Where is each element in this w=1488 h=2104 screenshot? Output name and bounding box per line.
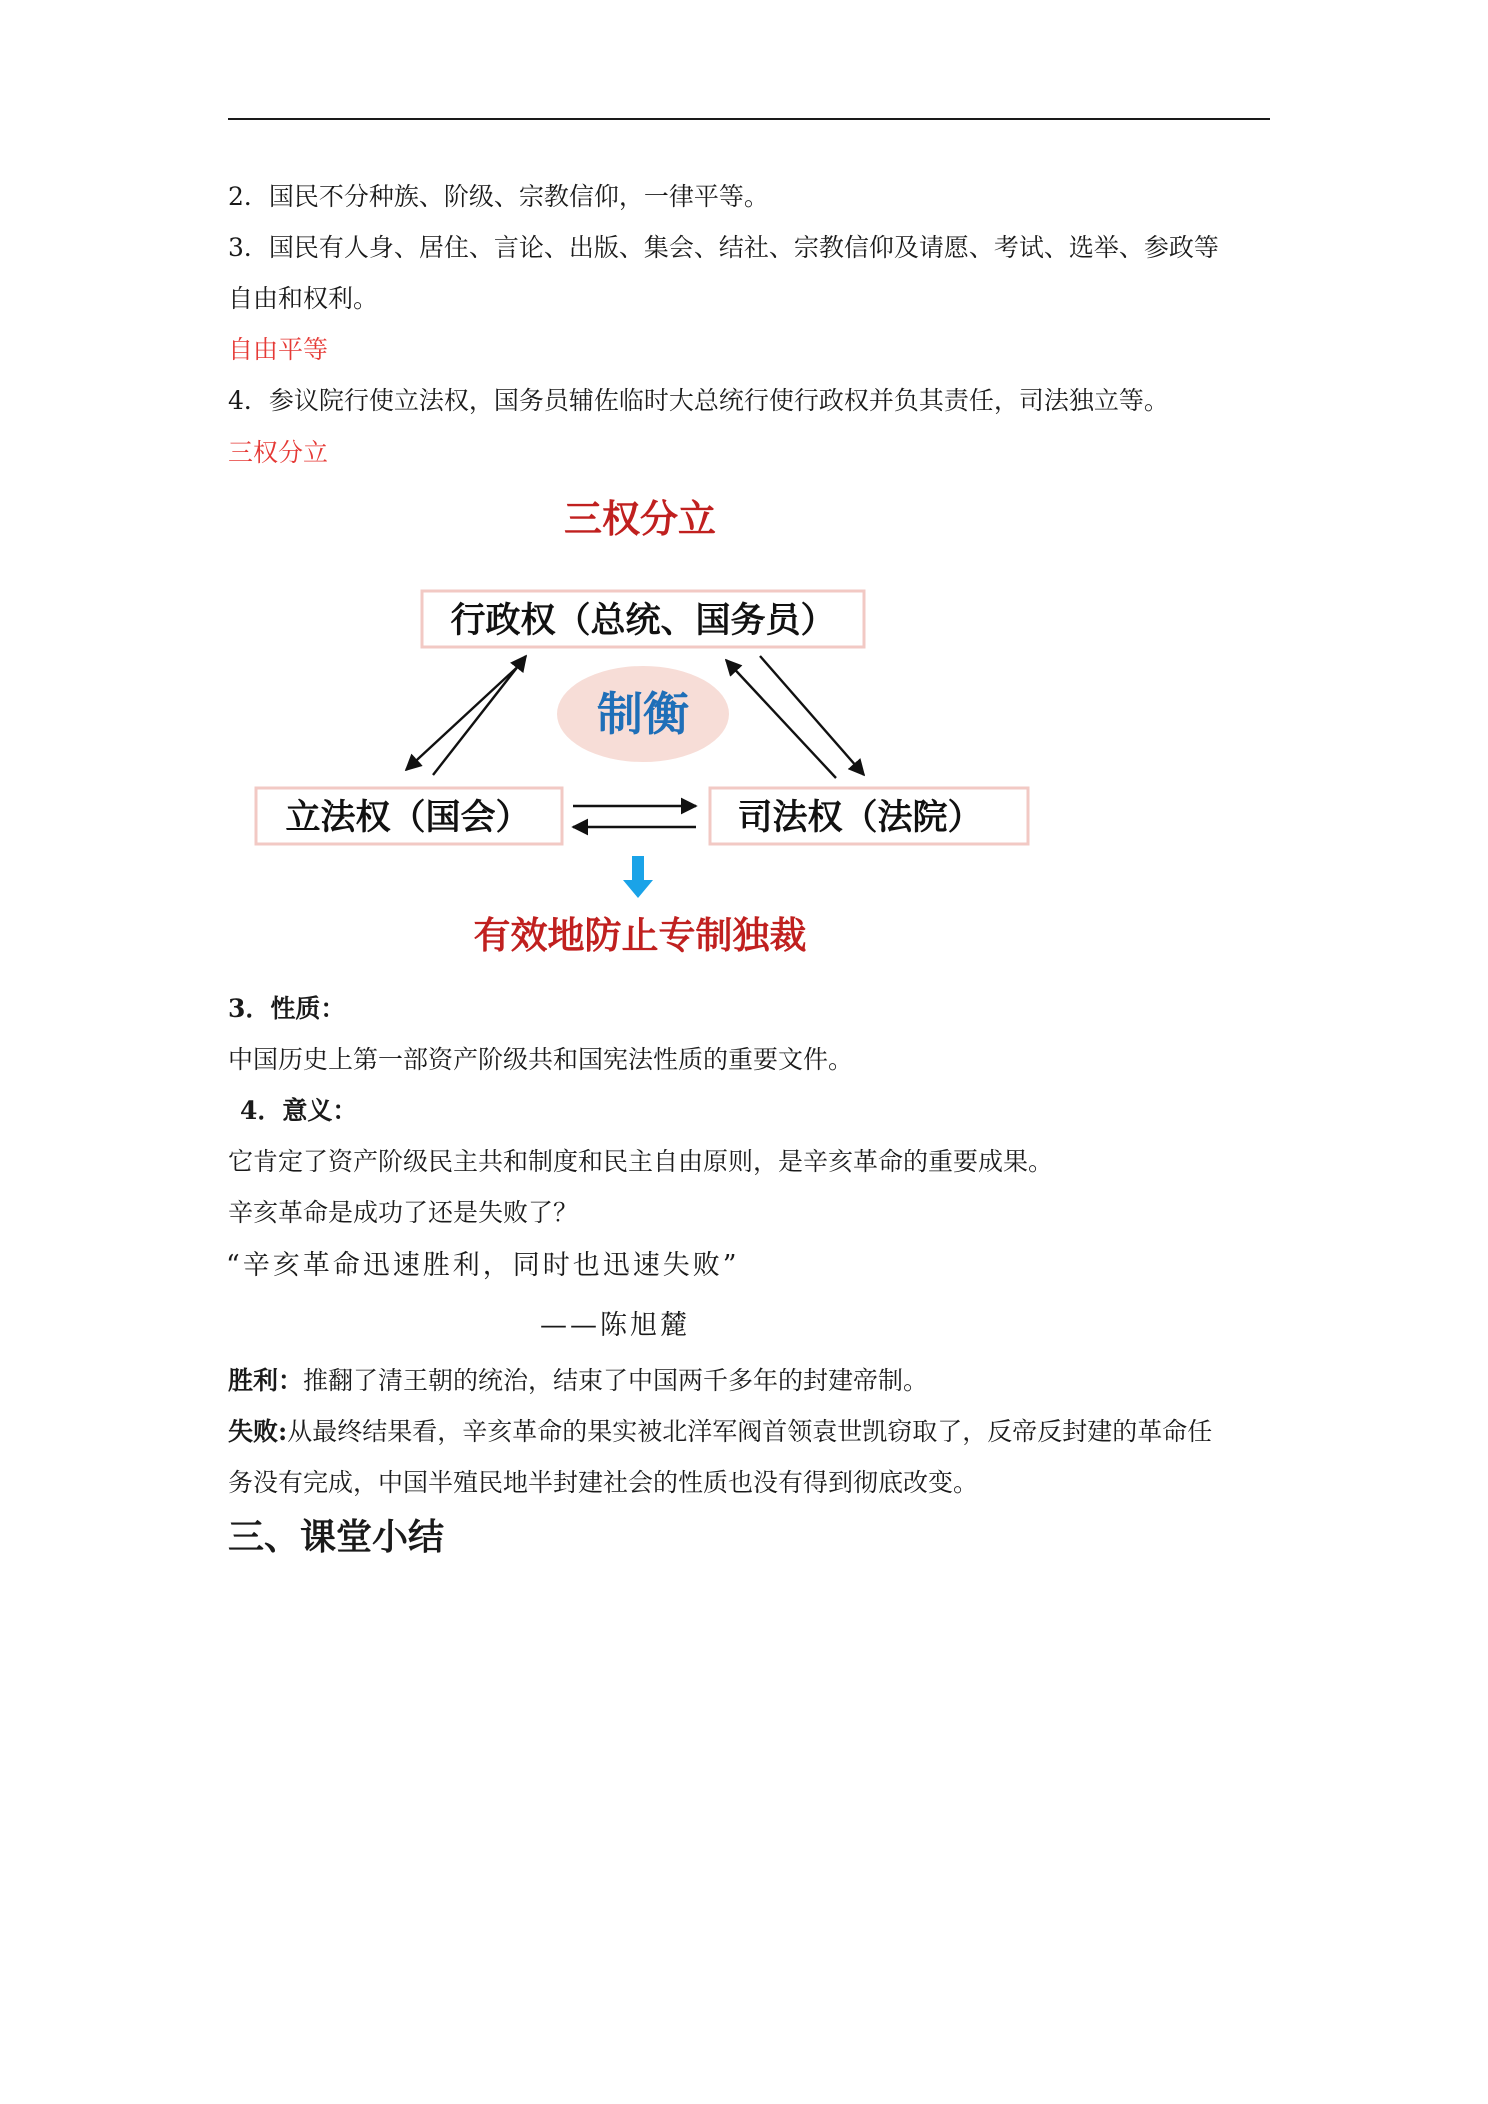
section-heading: 三、课堂小结 [228,1516,445,1558]
failure-paragraph-line-1 [228,1415,1278,1449]
balance-label: 制衡 [597,687,689,741]
legislative-label: 立法权（国会） [285,798,531,838]
item-4: 4．参议院行使立法权，国务员辅佐临时大总统行使行政权并负其责任，司法独立等。 [228,386,1169,415]
note-separation-of-powers: 三权分立 [228,438,329,467]
note-freedom-equality: 自由平等 [228,335,329,364]
executive-label: 行政权（总统、国务员） [450,601,836,641]
separation-of-powers-diagram [250,490,1040,970]
header-rule [228,118,1270,120]
nature-text: 中国历史上第一部资产阶级共和国宪法性质的重要文件。 [228,1045,854,1074]
arrow-leg-to-exec [433,656,526,775]
arrow-exec-to-leg [406,660,525,770]
arrow-exec-to-jud [760,656,864,775]
victory-text: 推翻了清王朝的统治，结束了中国两千多年的封建帝制。 [303,1366,929,1395]
item-3-line-2: 自由和权利。 [228,284,379,313]
item-3-line-1: 3．国民有人身、居住、言论、出版、集会、结社、宗教信仰及请愿、考试、选举、参政等 [228,233,1219,262]
significance-text: 它肯定了资产阶级民主共和制度和民主自由原则，是辛亥革命的重要成果。 [228,1147,1054,1176]
victory-label: 胜利： [228,1366,304,1395]
quote-text: “辛亥革命迅速胜利，同时也迅速失败” [226,1250,740,1281]
failure-label: 失败: [228,1417,288,1446]
quote-author: ——陈旭麓 [540,1310,690,1341]
item-2: 2．国民不分种族、阶级、宗教信仰，一律平等。 [228,182,769,211]
significance-label: 4．意义： [240,1096,358,1125]
question-text: 辛亥革命是成功了还是失败了？ [228,1198,579,1227]
failure-text-line-1: 从最终结果看，辛亥革命的果实被北洋军阀首领袁世凯窃取了，反帝反封建的革命任 [287,1417,1213,1446]
down-arrow-icon [623,856,653,898]
victory-paragraph [228,1364,1278,1398]
nature-label: 3．性质： [228,994,346,1023]
judicial-label: 司法权（法院） [737,798,983,838]
result-label: 有效地防止专制独裁 [473,914,807,957]
failure-text-line-2: 务没有完成，中国半殖民地半封建社会的性质也没有得到彻底改变。 [228,1468,979,1497]
diagram-title: 三权分立 [563,497,717,541]
arrow-jud-to-exec [726,660,836,778]
